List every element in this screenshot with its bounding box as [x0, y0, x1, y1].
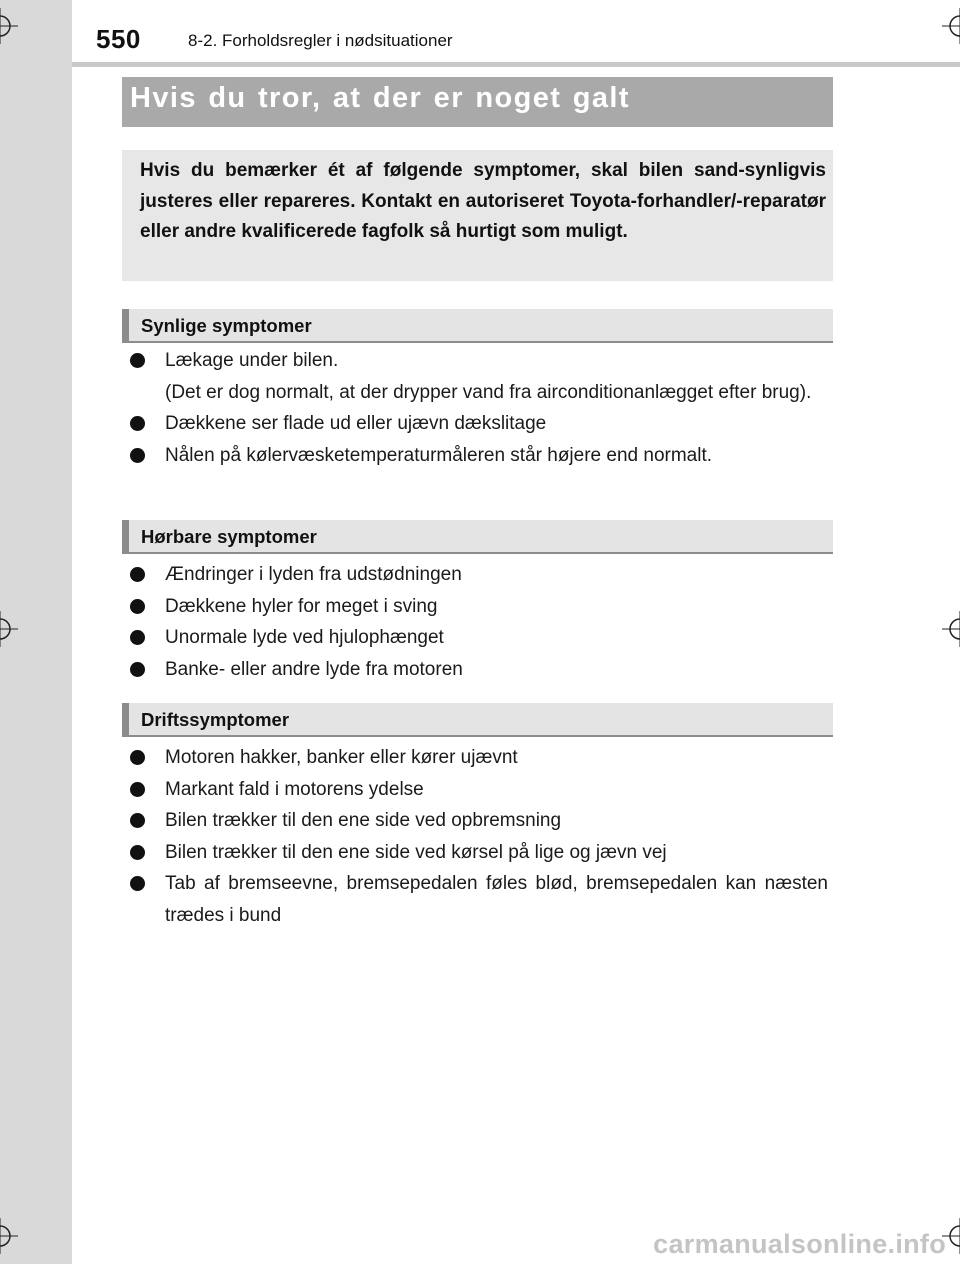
registration-mark-icon: [942, 8, 960, 44]
intro-text: Hvis du bemærker ét af følgende symptomer, skal bilen sand-synligvis justeres eller repareres. Kontakt en autoriseret Toyota-forhandler/-reparatør eller andre kvalificerede fagfolk så hurtigt som muligt.: [140, 160, 826, 242]
operational-symptoms-list: [130, 742, 828, 931]
list-item: [130, 654, 828, 686]
list-item: [130, 559, 828, 591]
list-item: [130, 774, 828, 806]
registration-mark-icon: [0, 1218, 18, 1254]
visible-symptoms-list: [130, 345, 828, 471]
list-item: [130, 837, 828, 869]
list-item-text: Dækkene hyler for meget i sving: [165, 595, 438, 617]
bullet-icon: [130, 782, 145, 797]
list-item-text: Lækage under bilen.: [165, 350, 339, 371]
list-item: [130, 591, 828, 623]
watermark: carmanualsonline.info: [653, 1229, 946, 1259]
bullet-icon: [130, 567, 145, 582]
list-item: [130, 345, 828, 408]
list-item-text: Banke- eller andre lyde fra motoren: [165, 658, 463, 680]
bullet-icon: [130, 448, 145, 463]
subheading-label: Driftssymptomer: [141, 709, 290, 730]
audible-symptoms-list: [130, 559, 828, 685]
registration-mark-icon: [0, 611, 18, 647]
list-item-text: Bilen trækker til den ene side ved kørsel på lige og jævn vej: [165, 841, 667, 863]
list-item-text: Motoren hakker, banker eller kører ujævnt: [165, 747, 518, 768]
subheading-label: Synlige symptomer: [141, 315, 312, 336]
list-item-text: Tab af bremseevne, bremsepedalen føles blød, bremsepedalen kan næsten trædes i bund: [165, 873, 828, 926]
list-item: [130, 742, 828, 774]
list-item: [130, 622, 828, 654]
subheading-audible-symptoms: [122, 520, 833, 554]
registration-mark-icon: [942, 611, 960, 647]
list-item: [130, 408, 828, 440]
list-item: [130, 868, 828, 931]
list-item-text: Unormale lyde ved hjulophænget: [165, 627, 444, 648]
subheading-visible-symptoms: [122, 309, 833, 343]
page-title: Hvis du tror, at der er noget galt: [130, 82, 630, 114]
list-item-text: Bilen trækker til den ene side ved opbremsning: [165, 810, 562, 831]
list-item-note: (Det er dog normalt, at der drypper vand fra airconditionanlægget efter brug).: [165, 381, 812, 403]
section-header: 8-2. Forholdsregler i nødsituationer: [188, 31, 453, 50]
list-item-text: Nålen på kølervæsketemperaturmåleren står højere end normalt.: [165, 444, 713, 466]
bullet-icon: [130, 876, 145, 891]
page-number: 550: [96, 24, 141, 54]
list-item-text: Markant fald i motorens ydelse: [165, 778, 424, 800]
bullet-icon: [130, 599, 145, 614]
bullet-icon: [130, 416, 145, 431]
bullet-icon: [130, 630, 145, 645]
bullet-icon: [130, 813, 145, 828]
bullet-icon: [130, 845, 145, 860]
bullet-icon: [130, 750, 145, 765]
header-rule: [72, 62, 960, 67]
list-item-text: Ændringer i lyden fra udstødningen: [165, 564, 462, 585]
subheading-operational-symptoms: [122, 703, 833, 737]
list-item: [130, 440, 828, 472]
registration-mark-icon: [0, 8, 18, 44]
bullet-icon: [130, 353, 145, 368]
list-item: [130, 805, 828, 837]
subheading-label: Hørbare symptomer: [141, 526, 317, 547]
list-item-text: Dækkene ser flade ud eller ujævn dækslitage: [165, 413, 547, 434]
bullet-icon: [130, 662, 145, 677]
